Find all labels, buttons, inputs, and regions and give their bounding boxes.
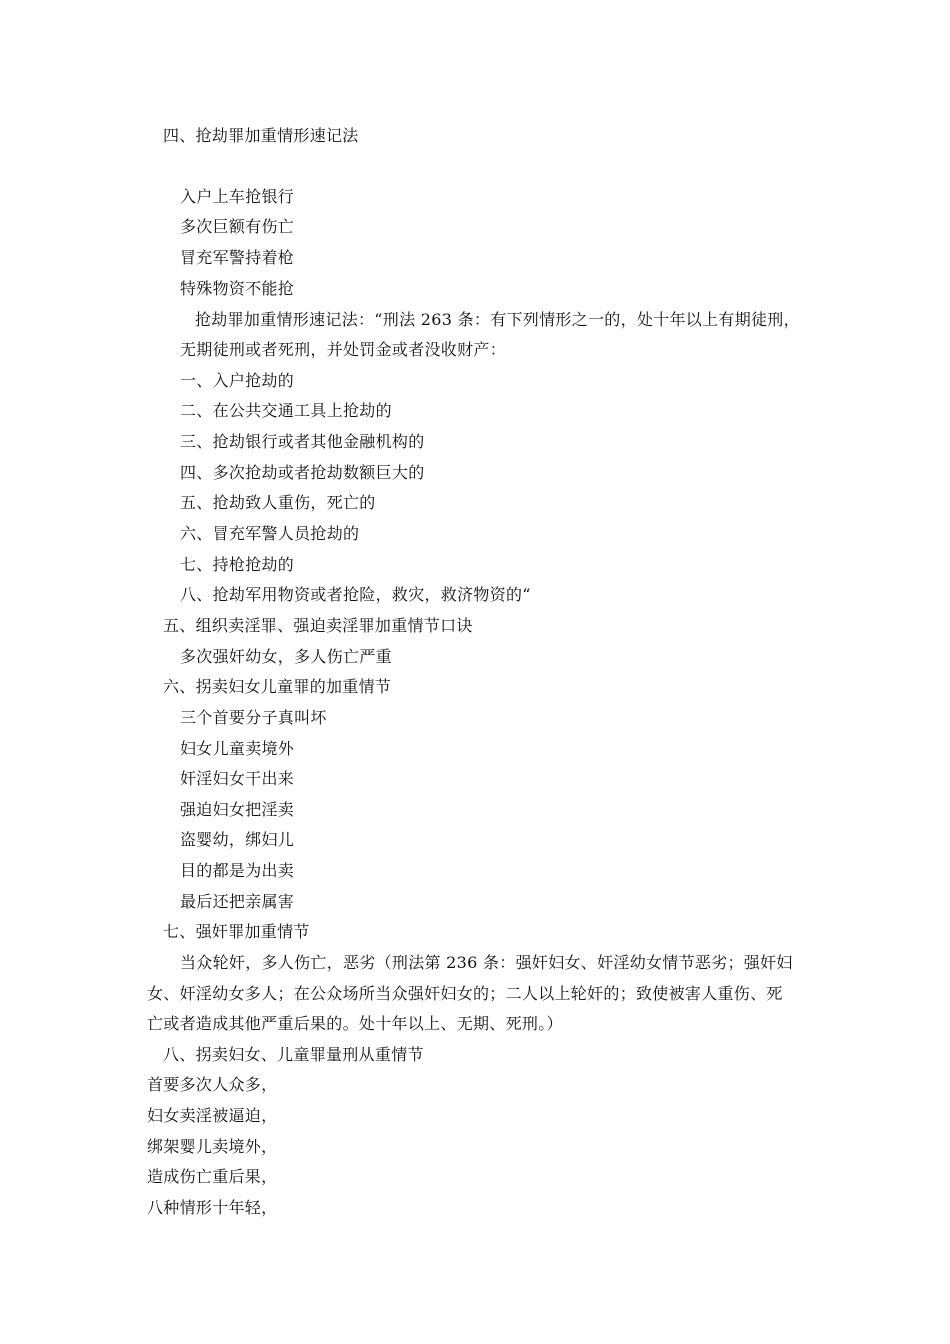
law-paragraph-line: 亡或者造成其他严重后果的。处十年以上、无期、死刑。） — [147, 1014, 563, 1033]
mnemonic-line: 目的都是为出卖 — [180, 861, 295, 880]
law-item: 四、多次抢劫或者抢劫数额巨大的 — [180, 463, 425, 482]
law-item: 六、冒充军警人员抢劫的 — [180, 524, 360, 543]
section-heading-rape: 七、强奸罪加重情节 — [163, 922, 310, 941]
section-heading-trafficking-sentencing: 八、拐卖妇女、儿童罪量刑从重情节 — [163, 1045, 424, 1064]
law-item: 一、入户抢劫的 — [180, 371, 295, 390]
section-heading-prostitution: 五、组织卖淫罪、强迫卖淫罪加重情节口诀 — [163, 616, 473, 635]
law-item: 二、在公共交通工具上抢劫的 — [180, 401, 392, 420]
mnemonic-line: 入户上车抢银行 — [180, 187, 295, 206]
law-paragraph-line: 无期徒刑或者死刑，并处罚金或者没收财产： — [180, 340, 507, 359]
mnemonic-line: 造成伤亡重后果， — [147, 1167, 278, 1186]
law-paragraph-line: 抢劫罪加重情形速记法：“刑法 263 条：有下列情形之一的，处十年以上有期徒刑， — [195, 310, 800, 329]
mnemonic-line: 冒充军警持着枪 — [180, 248, 295, 267]
law-paragraph-line: 女、奸淫幼女多人；在公众场所当众强奸妇女的；二人以上轮奸的；致使被害人重伤、死 — [147, 984, 783, 1003]
mnemonic-line: 妇女儿童卖境外 — [180, 739, 295, 758]
mnemonic-line: 盗婴幼，绑妇儿 — [180, 830, 295, 849]
section-heading-trafficking: 六、拐卖妇女儿童罪的加重情节 — [163, 677, 392, 696]
mnemonic-line: 绑架婴儿卖境外， — [147, 1137, 278, 1156]
mnemonic-line: 三个首要分子真叫坏 — [180, 708, 327, 727]
mnemonic-line: 奸淫妇女干出来 — [180, 769, 295, 788]
section-heading-robbery: 四、抢劫罪加重情形速记法 — [163, 126, 359, 145]
law-item: 三、抢劫银行或者其他金融机构的 — [180, 432, 425, 451]
law-item: 七、持枪抢劫的 — [180, 555, 295, 574]
mnemonic-line: 多次巨额有伤亡 — [180, 217, 295, 236]
mnemonic-line: 首要多次人众多， — [147, 1075, 278, 1094]
law-item: 五、抢劫致人重伤，死亡的 — [180, 493, 376, 512]
mnemonic-line: 八种情形十年轻， — [147, 1198, 278, 1217]
mnemonic-line: 最后还把亲属害 — [180, 892, 295, 911]
mnemonic-line: 多次强奸幼女，多人伤亡严重 — [180, 647, 392, 666]
mnemonic-line: 特殊物资不能抢 — [180, 279, 295, 298]
mnemonic-line: 强迫妇女把淫卖 — [180, 800, 295, 819]
law-item: 八、抢劫军用物资或者抢险，救灾，救济物资的“ — [180, 585, 531, 604]
law-paragraph-line: 当众轮奸，多人伤亡，恶劣（刑法第 236 条：强奸妇女、奸淫幼女情节恶劣；强奸妇 — [180, 953, 793, 972]
mnemonic-line: 妇女卖淫被逼迫， — [147, 1106, 278, 1125]
